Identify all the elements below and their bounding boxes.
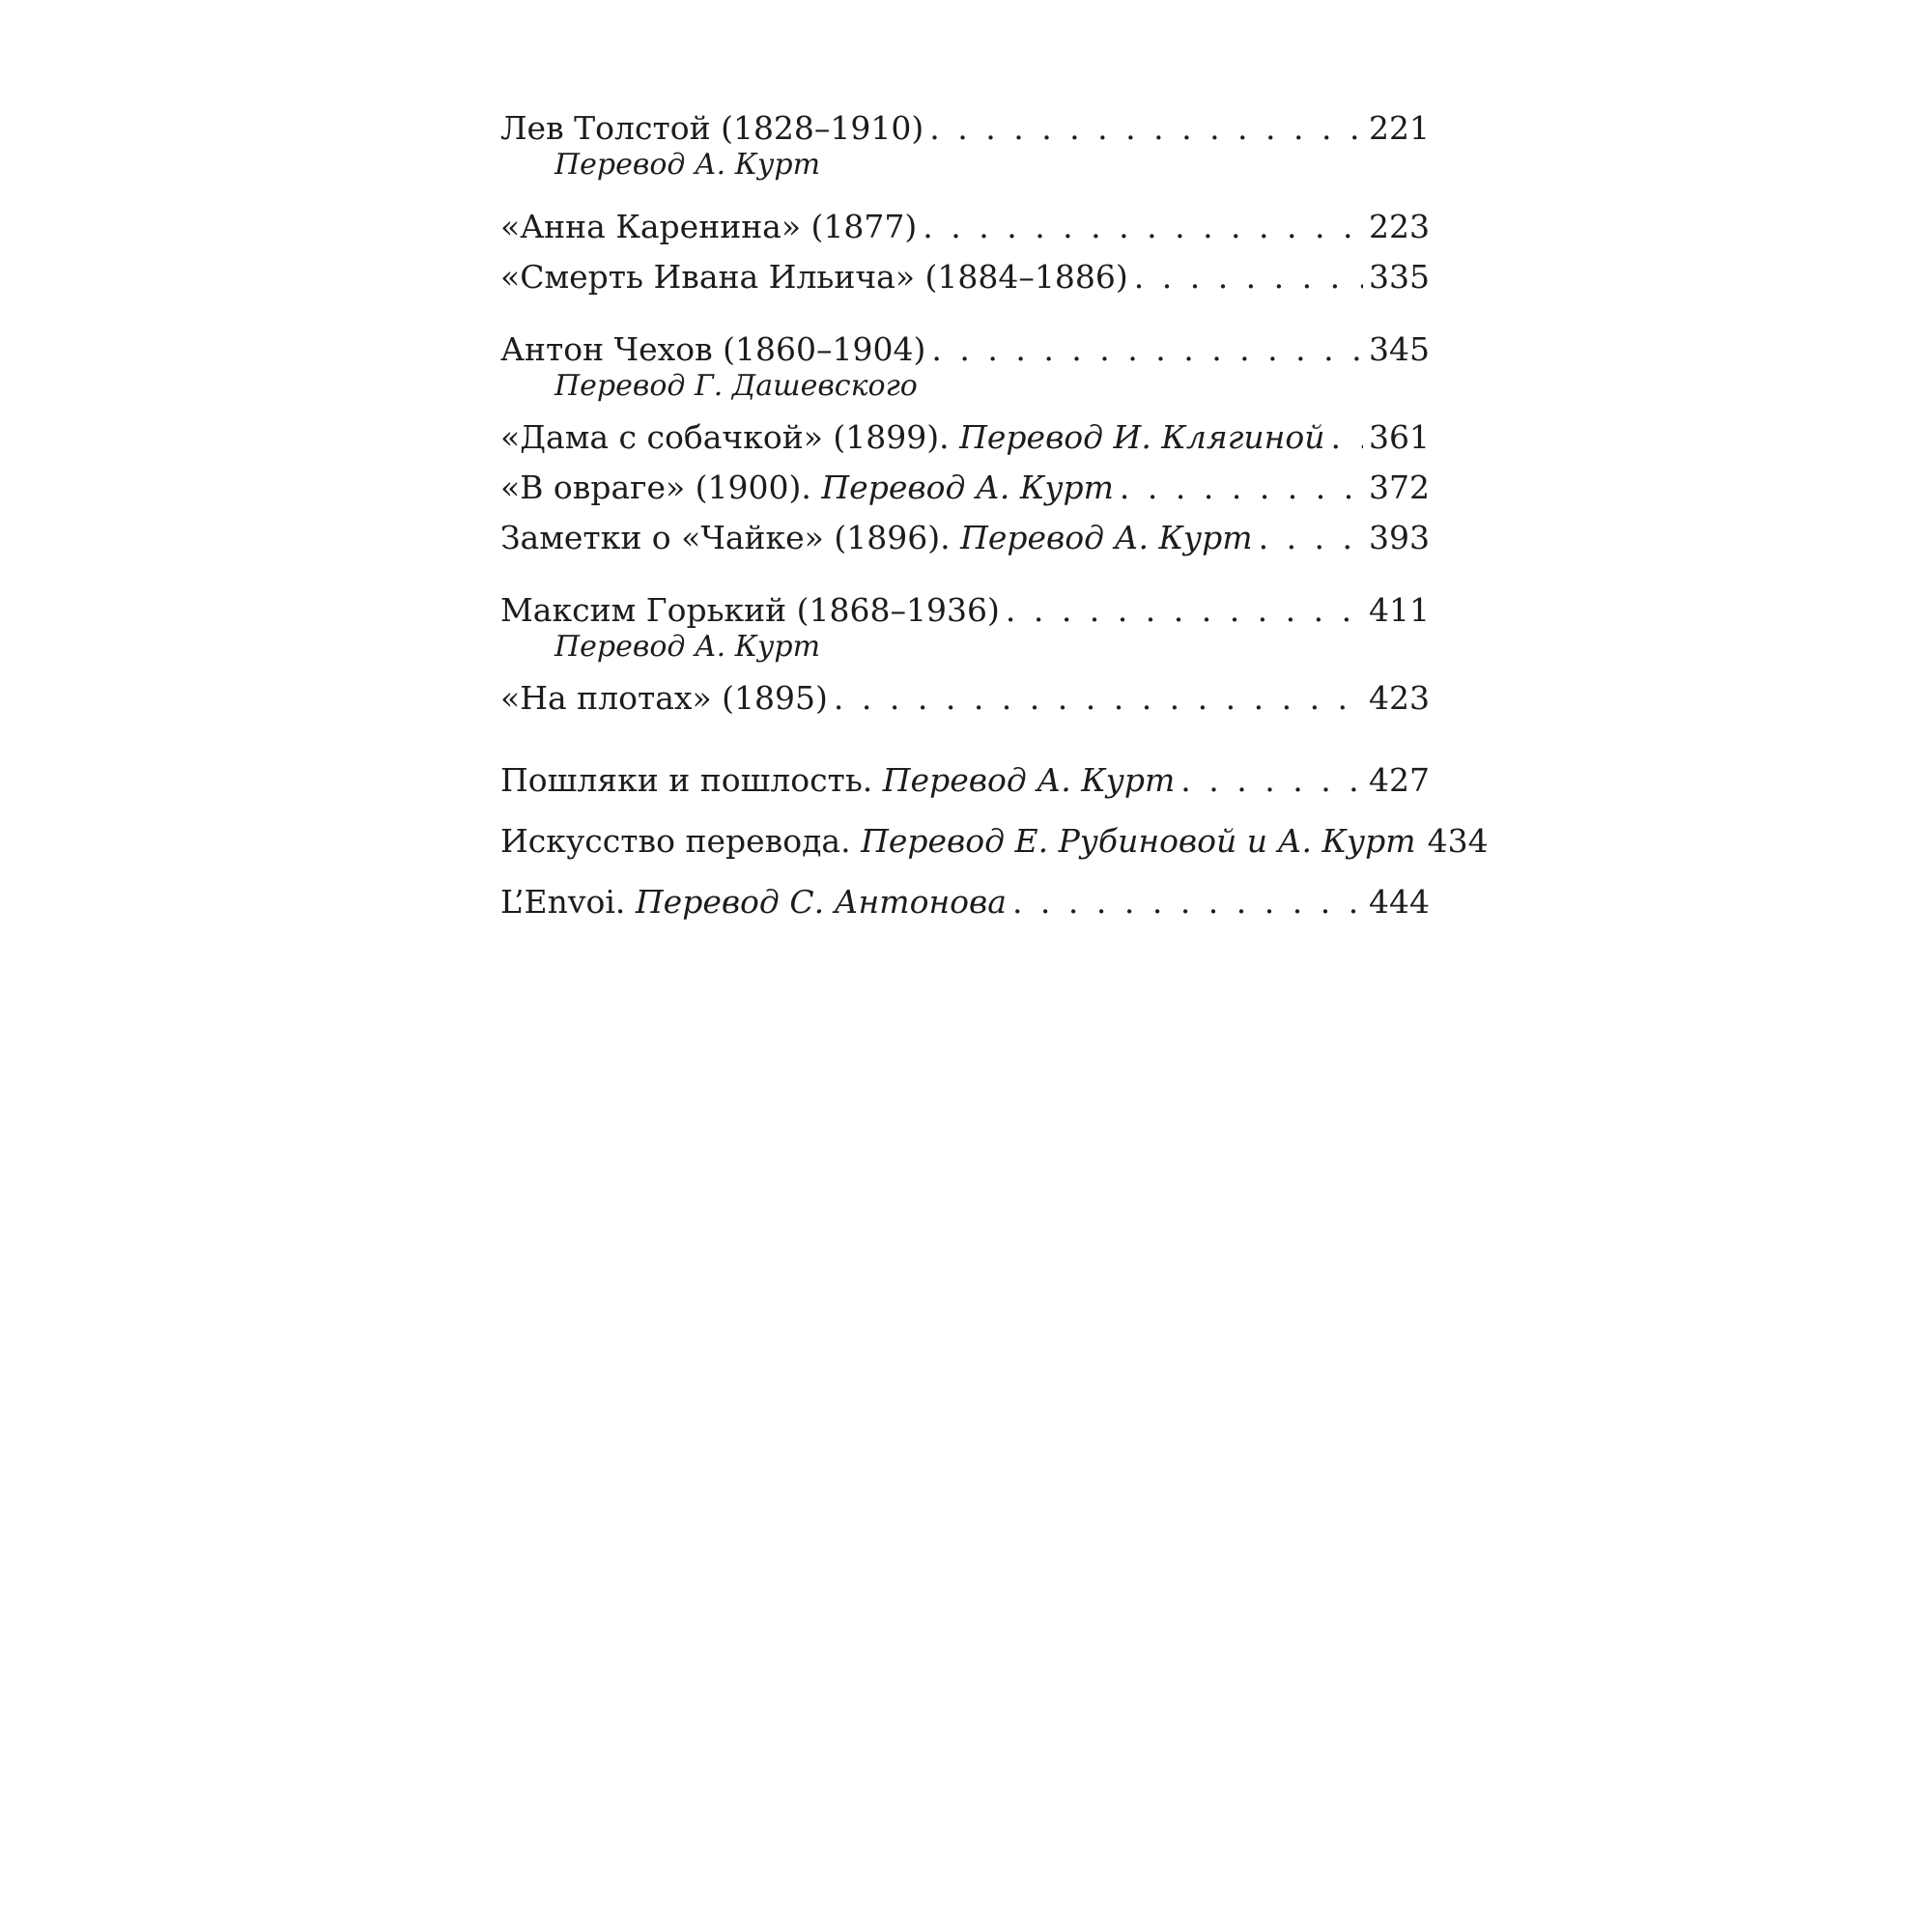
toc-translator-line: Перевод А. Курт	[554, 630, 821, 664]
toc-page-number: 444	[1369, 883, 1430, 921]
toc-entry-title: Искусство перевода.	[500, 822, 851, 860]
toc-entry-translator: Перевод А. Курт	[882, 761, 1176, 799]
toc-entry-title: «Смерть Ивана Ильича» (1884–1886)	[500, 258, 1128, 296]
toc-entry-translator: Перевод И. Клягиной	[959, 418, 1325, 456]
table-of-contents	[500, 108, 1489, 923]
toc-entry-title: Лев Толстой (1828–1910)	[500, 109, 924, 147]
toc-entry-chekhov	[500, 329, 1430, 370]
toc-entry-tolstoy	[500, 108, 1430, 149]
dot-leader	[929, 108, 1363, 149]
dot-leader	[1331, 417, 1364, 458]
toc-page-number: 361	[1369, 418, 1430, 456]
toc-entry-title: «Анна Каренина» (1877)	[500, 208, 918, 245]
toc-entry-title: «В овраге» (1900).	[500, 469, 811, 506]
toc-entry-title: Максим Горький (1868–1936)	[500, 591, 1000, 629]
toc-entry-lenvoi	[500, 882, 1430, 923]
toc-entry-philistines	[500, 760, 1430, 801]
toc-entry-title: Антон Чехов (1860–1904)	[500, 330, 926, 368]
toc-entry-title: Пошляки и пошлость.	[500, 761, 873, 799]
dot-leader	[1180, 760, 1363, 801]
dot-leader	[1006, 590, 1363, 631]
toc-page-number: 423	[1369, 679, 1430, 717]
toc-entry-title: «Дама с собачкой» (1899).	[500, 418, 950, 456]
toc-entry-seagull-notes	[500, 518, 1430, 558]
toc-entry-art-of-translation	[500, 821, 1489, 862]
toc-translator-line: Перевод А. Курт	[554, 148, 821, 182]
toc-entry-on-the-rafts	[500, 678, 1430, 719]
toc-entry-title: Заметки о «Чайке» (1896).	[500, 519, 951, 556]
toc-entry-ivan-ilyich	[500, 257, 1430, 298]
toc-entry-translator: Перевод С. Антонова	[635, 883, 1007, 921]
toc-page-number: 427	[1369, 761, 1430, 799]
dot-leader	[931, 329, 1363, 370]
dot-leader	[1259, 518, 1363, 558]
toc-entry-anna-karenina	[500, 207, 1430, 247]
dot-leader	[834, 678, 1363, 719]
dot-leader	[923, 207, 1363, 247]
toc-entry-translator: Перевод Е. Рубиновой и А. Курт	[861, 822, 1416, 860]
dot-leader	[1134, 257, 1363, 298]
toc-entry-in-the-ravine	[500, 468, 1430, 508]
toc-page-number: 223	[1369, 208, 1430, 245]
toc-page-number: 411	[1369, 591, 1430, 629]
toc-entry-title: L’Envoi.	[500, 883, 626, 921]
toc-page-number: 372	[1369, 469, 1430, 506]
toc-entry-title: «На плотах» (1895)	[500, 679, 828, 717]
toc-entry-lady-with-dog	[500, 417, 1430, 458]
dot-leader	[1120, 468, 1363, 508]
toc-page-number: 335	[1369, 258, 1430, 296]
toc-page-number: 221	[1369, 109, 1430, 147]
toc-page-number: 345	[1369, 330, 1430, 368]
toc-entry-translator: Перевод А. Курт	[821, 469, 1114, 506]
toc-page-number: 393	[1369, 519, 1430, 556]
toc-entry-gorky	[500, 590, 1430, 631]
toc-page-number: 434	[1427, 822, 1489, 860]
toc-entry-translator: Перевод А. Курт	[960, 519, 1253, 556]
toc-translator-line: Перевод Г. Дашевского	[554, 369, 918, 403]
dot-leader	[1012, 882, 1363, 923]
